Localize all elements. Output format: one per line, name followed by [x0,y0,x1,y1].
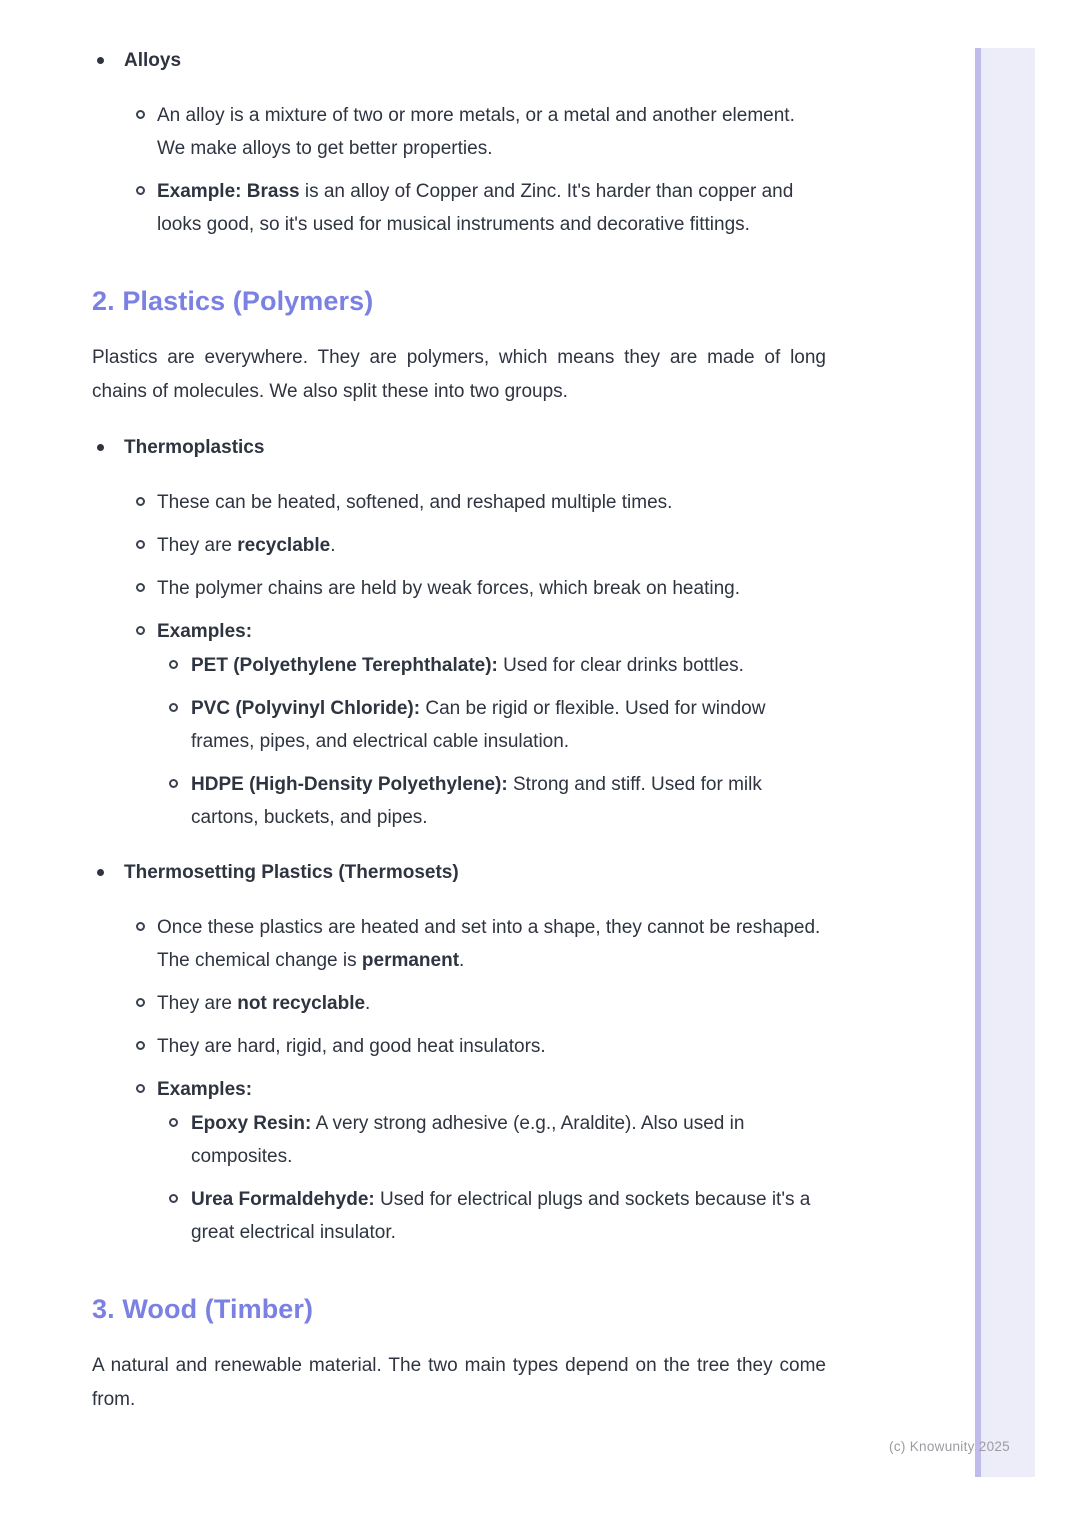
copyright-watermark: (c) Knowunity 2025 [889,1439,1010,1454]
list-item-text [157,987,826,1020]
text-segment: The polymer chains are held by weak forces, which break on heating. [157,578,740,599]
bullet-circle-icon [136,922,145,931]
list-item-text [191,1107,826,1173]
text-segment: Epoxy Resin: [191,1113,312,1134]
list-item [92,175,826,241]
list-item-text [157,911,826,977]
bullet-circle-icon [136,1041,145,1050]
section-heading: 3. Wood (Timber) [92,1294,314,1324]
list-item [92,1073,826,1106]
document-content [92,44,826,1417]
list-item-text [157,175,826,241]
list-item [92,911,826,977]
text-segment: These can be heated, softened, and reshaped multiple times. [157,492,673,513]
list-item [92,615,826,648]
bullet-circle-icon [136,1084,145,1093]
list-item-text [191,692,826,758]
list-item [92,768,826,834]
text-segment: Examples: [157,621,253,642]
paragraph: A natural and renewable material. The two main types depend on the tree they come from. [92,1355,826,1410]
bullet-circle-icon [136,497,145,506]
text-segment: Strong and stiff. Used for milk cartons, buckets, and pipes. [191,774,762,828]
bullet-list [92,44,826,241]
list-item [92,1107,826,1173]
list-item-text [124,431,826,464]
bullet-circle-icon [169,779,178,788]
list-item [92,572,826,605]
list-item-text [157,615,826,648]
list-item-text [124,44,826,77]
list-item-text [157,1030,826,1063]
text-segment: recyclable [237,535,331,556]
text-segment: A very strong adhesive (e.g., Araldite). Also used in composites. [191,1113,745,1167]
bullet-disc-icon [97,444,104,451]
list-item [92,856,826,889]
bullet-circle-icon [136,540,145,549]
text-segment: Thermoplastics [124,437,265,458]
list-item-text [157,572,826,605]
list-item-text [124,856,826,889]
list-item [92,99,826,165]
list-item [92,1183,826,1249]
bullet-disc-icon [97,869,104,876]
text-segment: Used for clear drinks bottles. [497,655,744,676]
text-segment: They are [157,993,238,1014]
text-segment: not recyclable [237,993,366,1014]
text-segment: Examples: [157,1079,253,1100]
bullet-circle-icon [136,998,145,1007]
text-segment: Used for electrical plugs and sockets because it's a great electrical insulator. [191,1189,811,1243]
list-item [92,44,826,77]
text-segment: HDPE (High-Density Polyethylene): [191,774,508,795]
list-item [92,486,826,519]
bullet-circle-icon [136,583,145,592]
list-item-text [157,529,826,562]
text-segment: . [365,993,371,1014]
list-item [92,692,826,758]
text-segment: PET (Polyethylene Terephthalate): [191,655,498,676]
list-item-text [157,1073,826,1106]
text-segment: Thermosetting Plastics (Thermosets) [124,862,459,883]
list-item [92,987,826,1020]
text-segment: . [459,950,465,971]
text-segment: is an alloy of Copper and Zinc. It's harder than copper and looks good, so it's used for musical instruments and decorative fittings. [157,181,794,235]
text-segment: They are hard, rigid, and good heat insulators. [157,1036,546,1057]
text-segment: Alloys [124,50,182,71]
bullet-circle-icon [169,660,178,669]
text-segment: Can be rigid or flexible. Used for window frames, pipes, and electrical cable insulation. [191,698,766,752]
list-item-text [191,768,826,834]
text-segment: Urea Formaldehyde: [191,1189,375,1210]
list-item [92,649,826,682]
bullet-circle-icon [169,703,178,712]
bullet-circle-icon [136,626,145,635]
list-item-text [191,1183,826,1249]
bullet-disc-icon [97,57,104,64]
list-item-text [157,486,826,519]
list-item [92,1030,826,1063]
bullet-circle-icon [169,1194,178,1203]
text-segment: Example: Brass [157,181,300,202]
text-segment: . [330,535,336,556]
list-item-text [157,99,826,165]
text-segment: permanent [361,950,460,971]
section-heading: 2. Plastics (Polymers) [92,286,374,316]
text-segment: Once these plastics are heated and set into a shape, they cannot be reshaped. The chemical change is [157,917,821,971]
bullet-circle-icon [136,110,145,119]
list-item [92,529,826,562]
text-segment: An alloy is a mixture of two or more metals, or a metal and another element. We make alloys to get better properties. [157,105,795,159]
paragraph: Plastics are everywhere. They are polymers, which means they are made of long chains of molecules. We also split these into two groups. [92,347,826,402]
text-segment: PVC (Polyvinyl Chloride): [191,698,421,719]
bullet-list [92,431,826,1249]
list-item [92,431,826,464]
list-item-text [191,649,826,682]
text-segment: They are [157,535,238,556]
bullet-circle-icon [169,1118,178,1127]
bullet-circle-icon [136,186,145,195]
scrollbar-track[interactable] [975,48,1035,1477]
